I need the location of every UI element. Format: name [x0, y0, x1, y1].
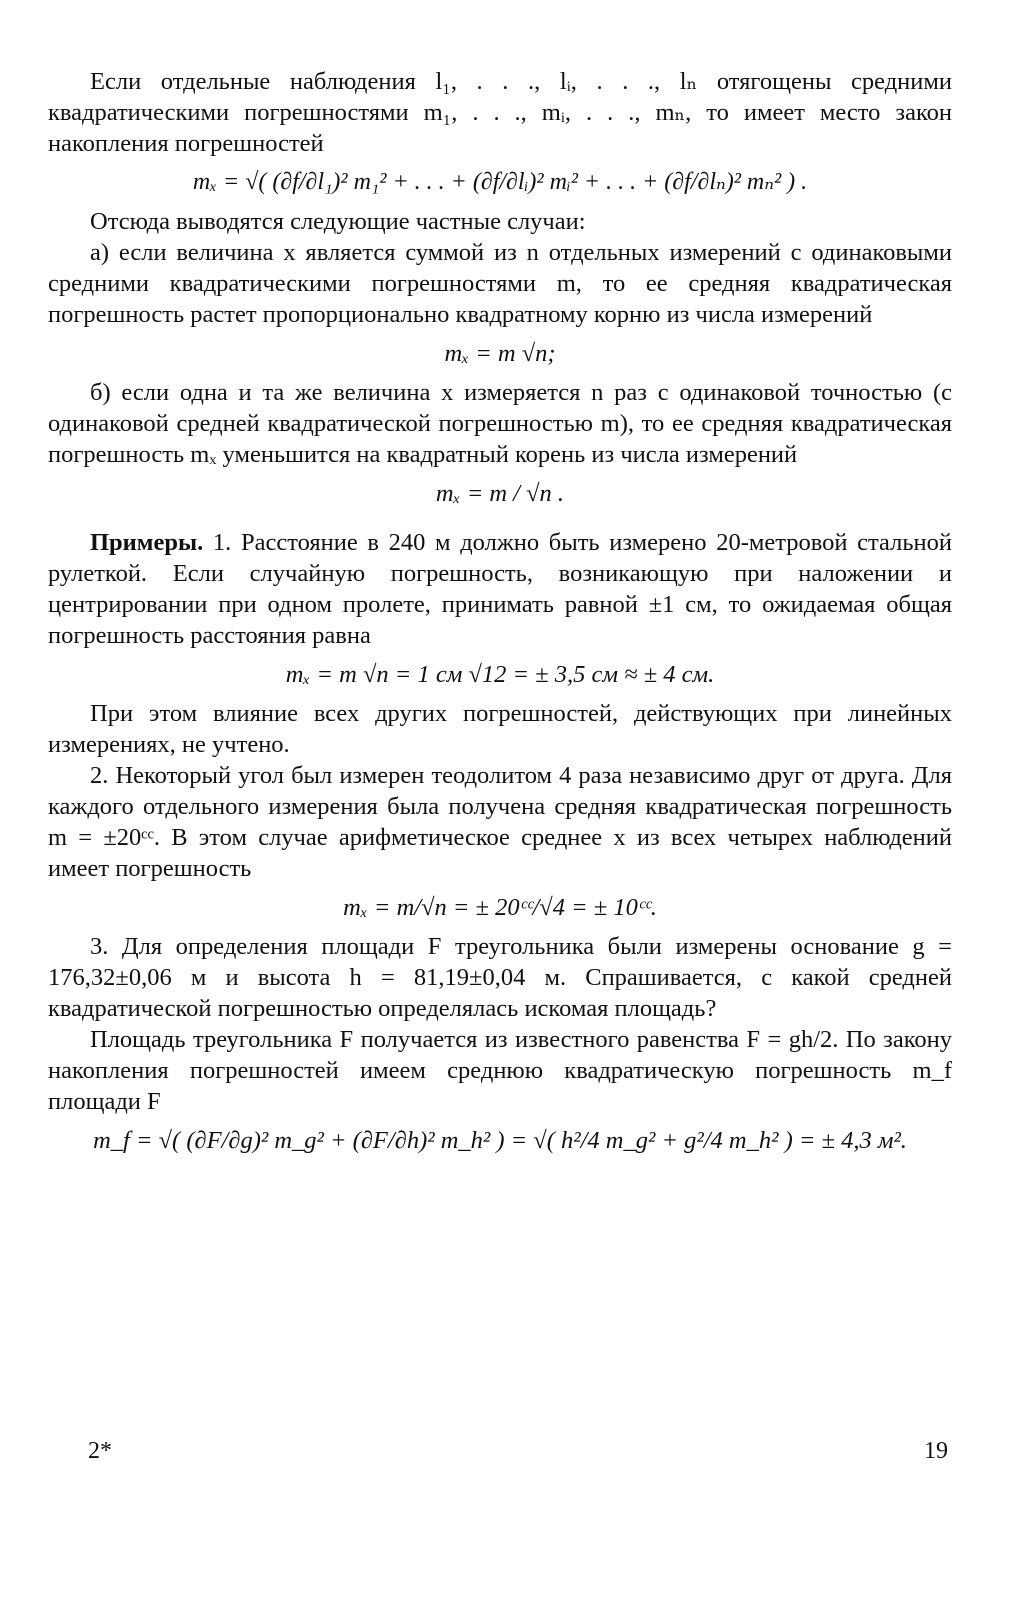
paragraph-case-b: б) если одна и та же величина x измеряется n раз с одинаковой точностью (с одинаковой средней квадратической погрешностью m), то ее средняя квадратическая погрешность mₓ уменьшится на квадратный корень из числа измерений — [48, 379, 952, 468]
equation-area-error: m_f = √( (∂F/∂g)² m_g² + (∂F/∂h)² m_h² ) = √( h²/4 m_g² + g²/4 m_h² ) = ± 4,3 м². — [93, 1127, 907, 1154]
paragraph-note: При этом влияние всех других погрешностей, действующих при линейных измерениях, не учтено. — [48, 700, 952, 758]
equation-mean: mₓ = m / √n . — [435, 480, 565, 507]
paragraph-intro: Если отдельные наблюдения l₁, . . ., lᵢ, . . ., lₙ отягощены средними квадратическими погрешностями m₁, . . ., mᵢ, . . ., mₙ, то имеет место закон накопления погрешностей — [48, 68, 952, 157]
example-1-text: 1. Расстояние в 240 м должно быть измерено 20-метровой стальной рулеткой. Если случайную погрешность, возникающую при наложении и центрировании при одном пролете, принимать равной ±1 см, то ожидаемая общая погрешность расстояния равна — [48, 529, 953, 649]
page-footer — [88, 1438, 948, 1465]
paragraph-example-3: 3. Для определения площади F треугольника были измерены основание g = 176,32±0,06 м и высота h = 81,19±0,04 м. Спрашивается, с какой средней квадратической погрешностью определялась искомая площадь? — [48, 933, 952, 1022]
paragraph-cases: Отсюда выводятся следующие частные случаи: — [90, 208, 586, 235]
equation-error-propagation: mₓ = √( (∂f/∂l₁)² m₁² + . . . + (∂f/∂lᵢ)² mᵢ² + . . . + (∂f/∂lₙ)² mₙ² ) . — [192, 169, 808, 195]
equation-example-1: mₓ = m √n = 1 см √12 = ± 3,5 см ≈ ± 4 см. — [285, 661, 715, 688]
signature-mark: 2* — [88, 1438, 112, 1464]
paragraph-case-a: а) если величина x является суммой из n отдельных измерений с одинаковыми средними квадратическими погрешностями m, то ее средняя квадратическая погрешность растет пропорционально квадратному корню из числа измерений — [48, 239, 952, 328]
paragraph-example-1 — [48, 527, 952, 651]
paragraph-area: Площадь треугольника F получается из известного равенства F = gh/2. По закону накопления погрешностей имеем среднюю квадратическую погрешность m_f площади F — [48, 1026, 952, 1115]
paragraph-example-2: 2. Некоторый угол был измерен теодолитом 4 раза независимо друг от друга. Для каждого отдельного измерения была получена средняя квадратическая погрешность m = ±20ᶜᶜ. В этом случае арифметическое среднее x из всех четырех наблюдений имеет погрешность — [48, 762, 952, 882]
page-number: 19 — [924, 1438, 948, 1464]
equation-sum: mₓ = m √n; — [444, 340, 556, 367]
equation-example-2: mₓ = m/√n = ± 20ᶜᶜ/√4 = ± 10ᶜᶜ. — [343, 894, 657, 921]
document-body — [48, 66, 952, 1164]
examples-label: Примеры. — [90, 529, 204, 556]
